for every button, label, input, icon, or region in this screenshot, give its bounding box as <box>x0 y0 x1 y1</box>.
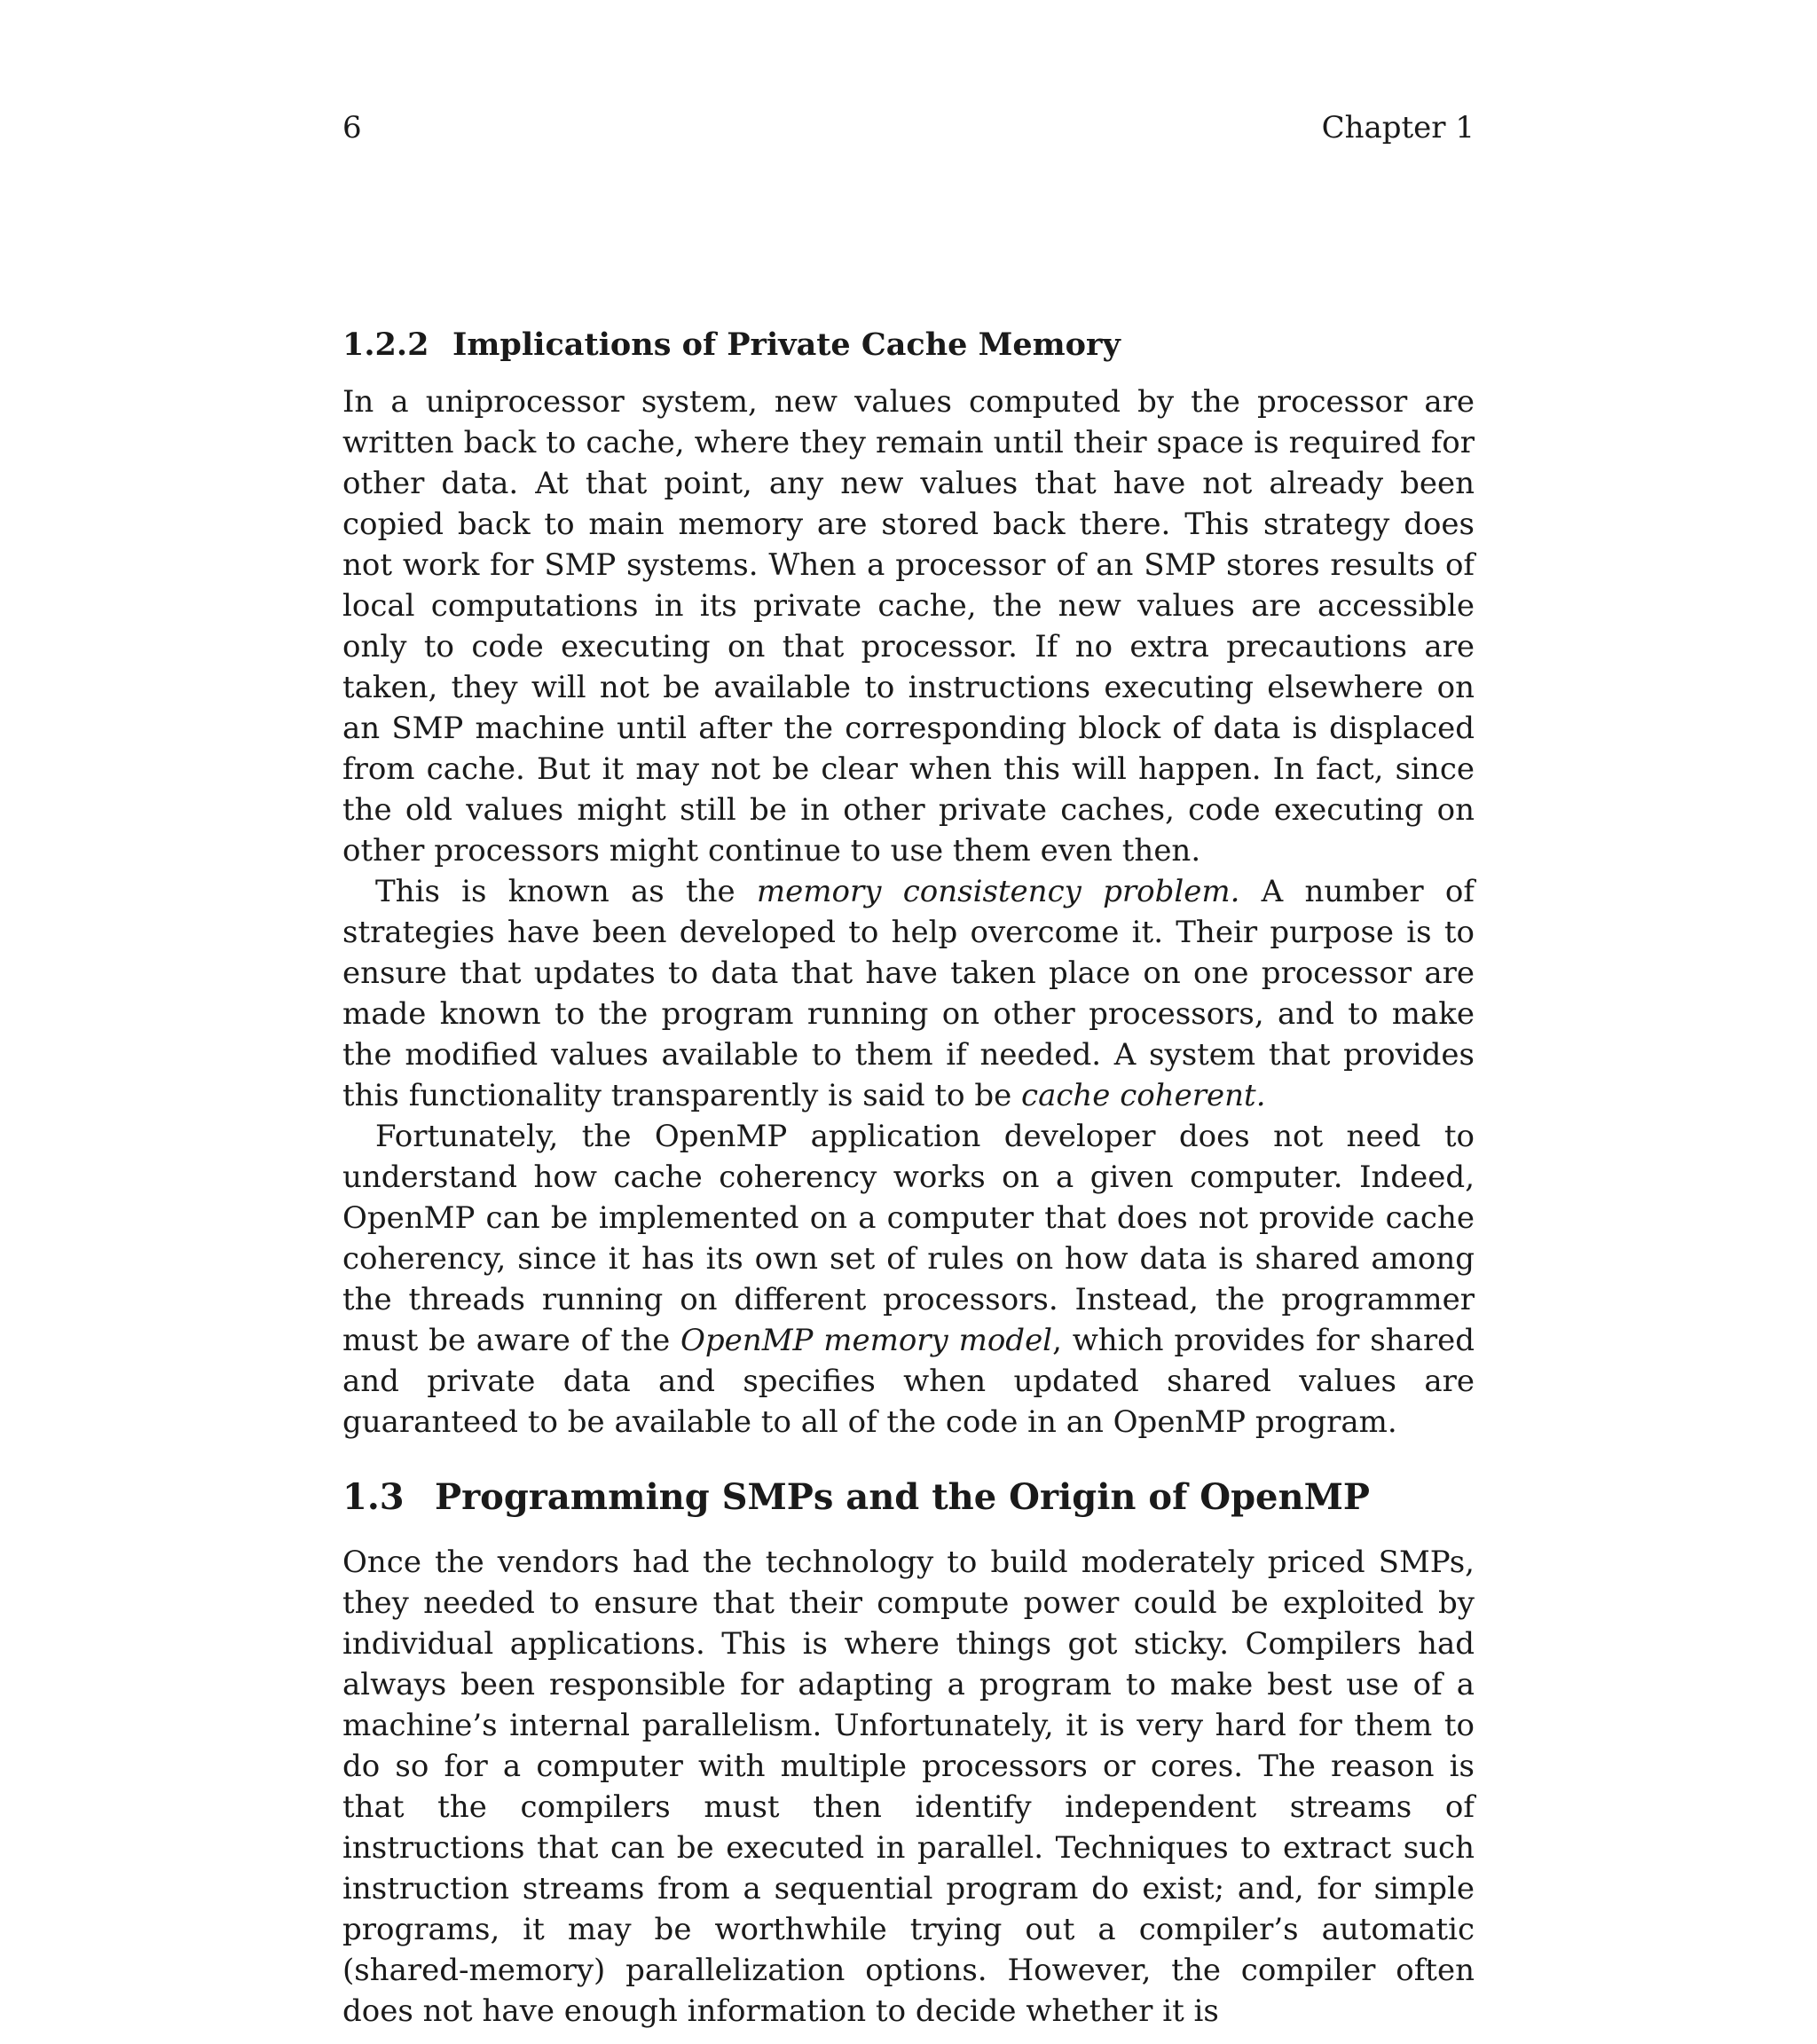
text-run: A number of strategies have been developed to help overcome it. Their purpose is to ensure that updates to data that have taken place on one processor are made known to the program running on other processors, and to make the modified values available to them if needed. A system that provides this functionality transparently is said to be <box>342 874 1475 1113</box>
page-number: 6 <box>342 110 362 145</box>
section-heading-1-3 <box>342 1473 1475 1522</box>
paragraph-openmp-memory-model <box>342 1116 1475 1443</box>
term-openmp-memory-model: OpenMP memory model <box>680 1323 1053 1358</box>
term-cache-coherent: cache coherent. <box>1021 1078 1266 1113</box>
subsection-heading-1-2-2 <box>342 323 1475 367</box>
text-run: , which provides for shared and private data and specifies when updated shared values are guaranteed to be available to all of the code in an OpenMP program. <box>342 1323 1475 1440</box>
text-run: This is known as the <box>375 874 757 909</box>
section-title: Programming SMPs and the Origin of OpenMP <box>435 1476 1370 1518</box>
chapter-label: Chapter 1 <box>1321 110 1475 145</box>
paragraph-cache-writeback: In a uniprocessor system, new values computed by the processor are written back to cache, where they remain until their space is required for other data. At that point, any new values that have not already been copied back to main memory are stored back there. This strategy does not work for SMP systems. When a processor of an SMP stores results of local computations in its private cache, the new values are accessible only to code executing on that processor. If no extra precautions are taken, they will not be available to instructions executing elsewhere on an SMP machine until after the corresponding block of data is displaced from cache. But it may not be clear when this will happen. In fact, since the old values might still be in other private caches, code executing on other processors might continue to use them even then. <box>342 384 1475 869</box>
paragraph-programming-smps: Once the vendors had the technology to build moderately priced SMPs, they needed to ensure that their compute power could be exploited by individual applications. This is where things got sticky. Compilers had always been responsible for adapting a program to make best use of a machine’s internal parallelism. Unfortunately, it is very hard for them to do so for a computer with multiple processors or cores. The reason is that the compilers must then identify independent streams of instructions that can be executed in parallel. Techniques to extract such instruction streams from a sequential program do exist; and, for simple programs, it may be worthwhile trying out a compiler’s automatic (shared-memory) parallelization options. However, the compiler often does not have enough information to decide whether it is <box>342 1545 1475 2029</box>
subsection-number: 1.2.2 <box>342 326 429 363</box>
running-head <box>342 106 1475 149</box>
text-run: Fortunately, the OpenMP application developer does not need to understand how cache coherency works on a given computer. Indeed, OpenMP can be implemented on a computer that does not provide cache coherency, since it has its own set of rules on how data is shared among the threads running on different processors. Instead, the programmer must be aware of the <box>342 1119 1475 1358</box>
subsection-title: Implications of Private Cache Memory <box>452 326 1121 363</box>
main-text <box>342 323 1475 2032</box>
paragraph-memory-consistency <box>342 871 1475 1116</box>
section-number: 1.3 <box>342 1476 405 1518</box>
term-memory-consistency-problem: memory consistency problem. <box>756 874 1240 909</box>
